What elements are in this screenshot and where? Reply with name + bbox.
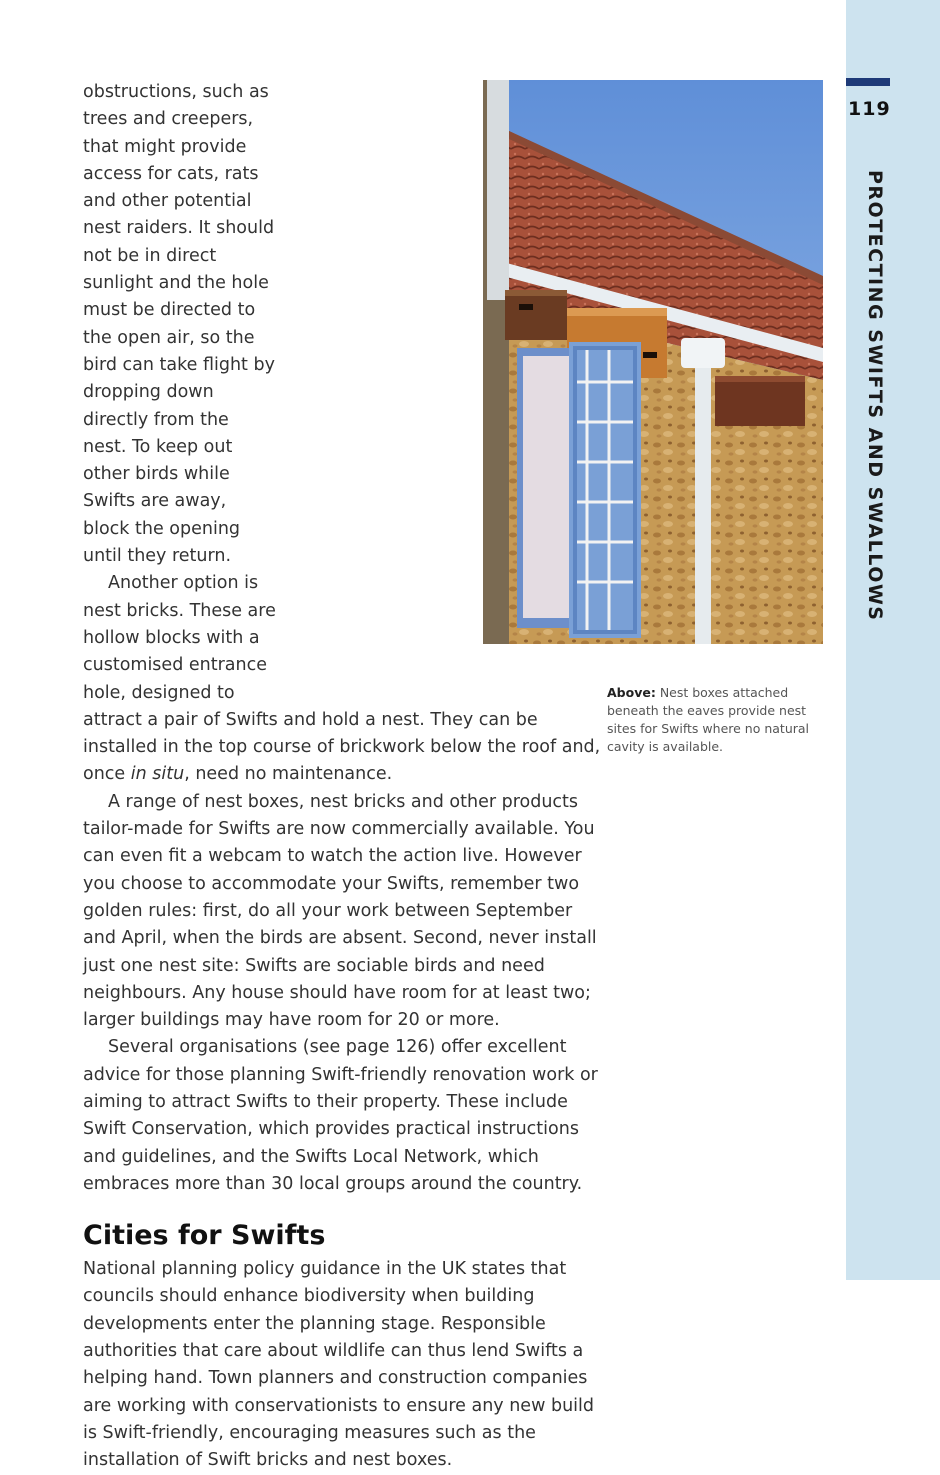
paragraph-2-text: Another option is nest bricks. These are hollow blocks with a customised entrance hole, designed to attract a pair of Swifts and hold a nest. They can be installed in the top course of brickwork below the roof and, once: [83, 573, 601, 785]
side-strip: [846, 0, 940, 1280]
paragraph-4: Several organisations (see page 126) offer excellent advice for those planning Swift-friendly renovation work or aiming to attract Swifts to their property. These include Swift Conservation, which provides practical instructions and guidelines, and the Swifts Local Network, which embraces more than 30 local groups around the country.: [83, 1037, 598, 1194]
paragraph-1: obstructions, such as trees and creepers, that might provide access for cats, rats and other potential nest raiders. It should not be in direct sunlight and the hole must be directed to the open air, so the bird can take flight by dropping down directly from the nest. To keep out other birds while Swifts are away, block the opening until they return.: [83, 82, 275, 567]
caption-text: Nest boxes attached beneath the eaves provide nest sites for Swifts where no natural cavity is available.: [607, 685, 810, 754]
paragraph-5: National planning policy guidance in the UK states that councils should enhance biodiversity when building developments enter the planning stage. Responsible authorities that care about wildlife can thus lend Swifts a helping hand. Town planners and construction companies are working with conservationists to ensure any new build is Swift-friendly, encouraging measures such as the installation of Swift bricks and nest boxes.: [83, 1259, 594, 1471]
nest-boxes-photo: [483, 80, 823, 644]
page-number: 119: [848, 98, 891, 120]
page-number-rule: [846, 78, 890, 86]
running-head: PROTECTING SWIFTS AND SWALLOWS: [864, 170, 886, 622]
photo-caption: [607, 684, 827, 756]
caption-label: Above:: [607, 685, 656, 700]
paragraph-2-italic: in situ: [130, 764, 185, 785]
paragraph-3: A range of nest boxes, nest bricks and other products tailor-made for Swifts are now commercially available. You can even fit a webcam to watch the action live. However you choose to accommodate your Swifts, remember two golden rules: first, do all your work between September and April, when the birds are absent. Second, never install just one nest site: Swifts are sociable birds and need neighbours. Any house should have room for at least two; larger buildings may have room for 20 or more.: [83, 791, 597, 1031]
paragraph-2-end: , need no maintenance.: [184, 764, 393, 785]
section-heading: Cities for Swifts: [83, 1220, 326, 1252]
